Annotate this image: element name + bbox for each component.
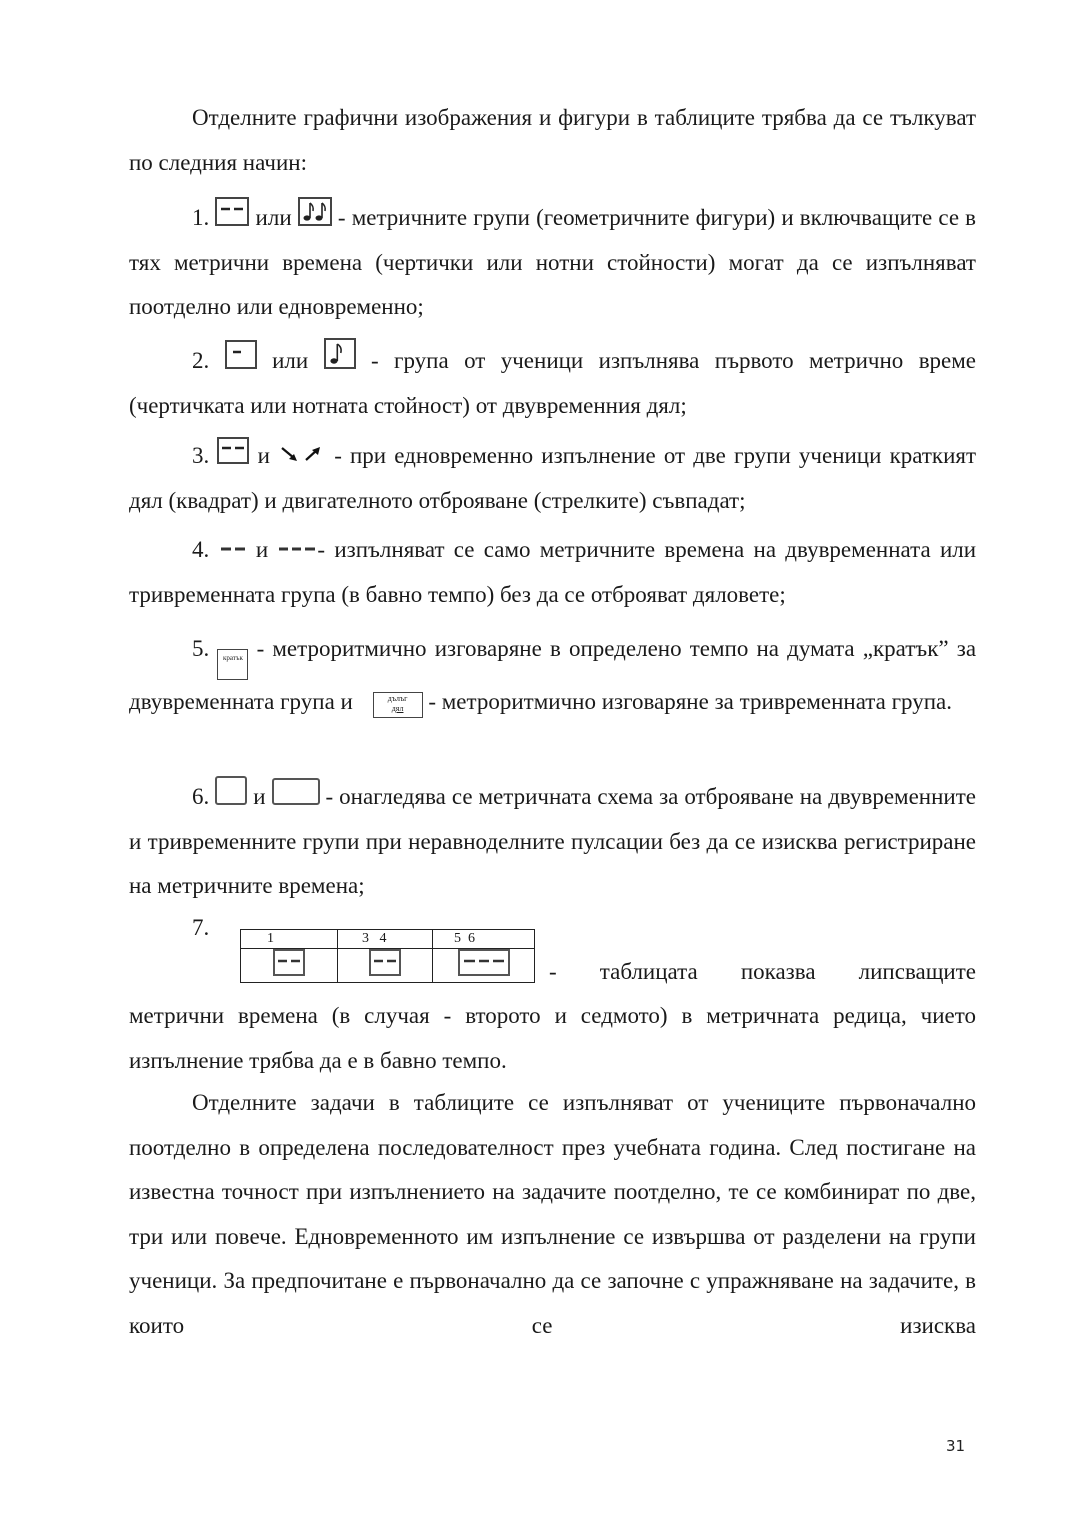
list-item-7-text-b: метрични времена (в случая - второто и седмото) в метричната редица, чието изпълнение трябва да е в бавно темпо. — [129, 1003, 976, 1073]
two-eighth-notes-icon — [298, 197, 332, 227]
intro-paragraph: Отделните графични изображения и фигури в таблиците трябва да се тълкуват по следния начин: — [129, 105, 976, 175]
table-cell — [338, 949, 433, 983]
eighth-note-icon — [324, 338, 356, 370]
square-two-dashes-icon — [217, 437, 249, 465]
list-item-7-text-a: - таблицата показва липсващите — [549, 959, 976, 984]
table-cell — [433, 949, 535, 983]
list-item-6: 6. и - онагледява се метричната схема за отброяване на двувременните и тривременните групи при неравноделните пулсации без да се изисква регистриране на метричните времена; — [129, 775, 976, 909]
square-two-dashes-icon — [215, 197, 249, 227]
table-row — [241, 949, 535, 983]
closing-paragraph: Отделните задачи в таблиците се изпълняват от учениците първоначално поотделно в определена последователност през учебната година. След постигане на известна точност при изпълнението на задачите поотделно, те се комбинират по две, три или повече. Едновременното им изпълнение се извършва от разделени на групи ученици. За предпочитане е първоначално да се започне с упражняване на задачите, в които се изисква — [129, 1090, 976, 1338]
table-cell — [241, 949, 338, 983]
arrows-down-up-icon — [278, 443, 326, 465]
list-item-2: 2. или - група от ученици изпълнява първото метрично време (чертичката или нотната стойност) от двувременния дял; — [129, 338, 976, 428]
list-item-3: 3. и - при едновременно изпълнение от две групи ученици краткият дял (квадрат) и двигателното отброяване (стрелките) съвпадат; — [129, 434, 976, 523]
short-word-box: кратък — [217, 649, 248, 680]
metric-table — [240, 929, 535, 983]
page-number: 31 — [946, 1437, 966, 1455]
table-header-cell: 5 6 — [433, 930, 535, 949]
list-item-5: 5. кратък - метроритмично изговаряне в определено темпо на думата „кратък” за двувременната група и дълъг дял - метроритмично изговаряне за тривременната група. — [129, 627, 976, 725]
long-share-word-box: дълъг дял — [373, 692, 423, 718]
square-two-dashes-icon — [369, 949, 401, 977]
list-item-7-number: 7. — [192, 915, 210, 940]
empty-rectangle-icon — [272, 778, 320, 806]
table-header-cell: 3 4 — [338, 930, 433, 949]
square-two-dashes-icon — [273, 949, 305, 977]
square-single-dash-icon — [225, 340, 257, 370]
empty-square-icon — [215, 776, 247, 806]
two-dashes-icon — [219, 542, 247, 556]
list-item-1: 1. или - метричните групи (геометричните фигури) и включващите се в тях метрични времена (чертички или нотни стойности) могат да се изпълняват поотделно или едновременно; — [129, 196, 976, 330]
rectangle-three-dashes-icon — [458, 949, 510, 977]
table-header-cell: 1 — [241, 930, 338, 949]
list-item-4: 4. и - изпълняват се само метричните времена на двувременната или тривременната група (в бавно темпо) без да се отброяват дяловете; — [129, 537, 977, 607]
table-header-row — [241, 930, 535, 949]
three-dashes-icon — [277, 542, 317, 556]
